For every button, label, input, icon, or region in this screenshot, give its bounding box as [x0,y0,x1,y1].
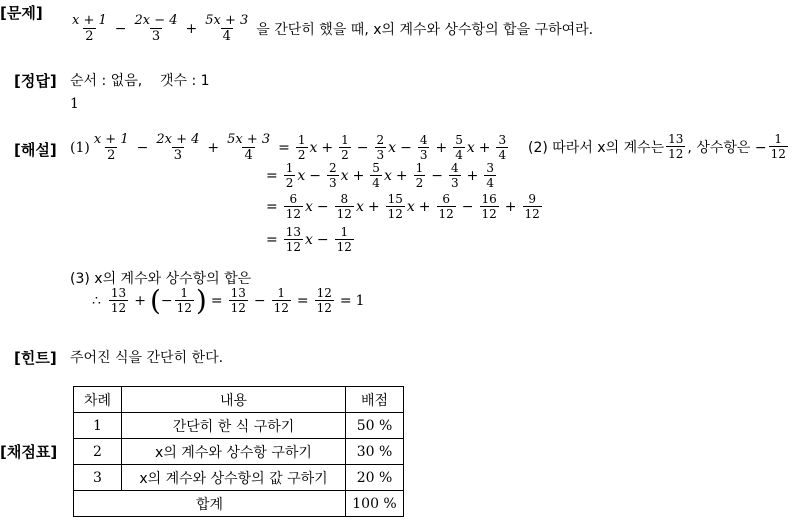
grading-label: [채점표] [0,443,58,461]
problem-text: 을 간단히 했을 때, x의 계수와 상수항의 합을 구하여라. [256,21,594,38]
header-order: 차례 [74,387,122,413]
problem-fraction-3: $\frac{5x + 3}{4}$ [205,13,249,44]
table-row [74,413,404,439]
header-content: 내용 [122,387,346,413]
table-row [74,465,404,491]
total-value: 100 % [346,491,404,517]
row-content: x의 계수와 상수항의 값 구하기 [122,465,346,491]
row-content: 간단히 한 식 구하기 [122,413,346,439]
row-content: x의 계수와 상수항 구하기 [122,439,346,465]
solution-step-1-line-2: = $\frac{1}{2}$ x − $\frac{2}{3}$ x + $\frac{5}{4}$ x + $\frac{1}{2}$ − $\frac{4}{3}$ + $\frac{3}{4}$ [266,161,494,190]
problem-fraction-2: $\frac{2x - 4}{3}$ [134,13,178,44]
total-label: 합계 [74,491,346,517]
row-order: 3 [74,465,122,491]
row-points: 20 % [346,465,404,491]
solution-step-1-line-4: = $\frac{13}{12}$ x − $\frac{1}{12}$ [266,225,352,254]
problem-statement: $\frac{x + 1}{2}$ − $\frac{2x - 4}{3}$ + $\frac{5x + 3}{4}$ 을 간단히 했을 때, x의 계수와 상수항의 합을 구하여라. [72,13,594,44]
problem-label: [문제] [0,4,43,22]
solution-step-3-equation: ∴ $\frac{13}{12}$ + ( − $\frac{1}{12}$ ) = $\frac{13}{12}$ − $\frac{1}{12}$ = $\frac{12}{12}$ = 1 [92,284,365,317]
answer-line-1: 순서 : 없음, 갯수 : 1 [70,73,210,89]
grading-total-row [74,491,404,517]
row-order: 1 [74,413,122,439]
answer-line-2: 1 [70,96,79,112]
solution-step-1-line-3: = $\frac{6}{12}$ x − $\frac{8}{12}$ x + $\frac{15}{12}$ x + $\frac{6}{12}$ − $\frac{16}{12}$ + $\frac{9}{12}$ [266,192,540,221]
header-points: 배점 [346,387,404,413]
solution-step-3: (3) x의 계수와 상수항의 합은 [70,271,252,287]
solution-label: [해설] [14,141,57,159]
grading-table [73,386,404,517]
row-order: 2 [74,439,122,465]
answer-label: [정답] [14,72,57,90]
row-points: 30 % [346,439,404,465]
hint-text: 주어진 식을 간단히 한다. [70,350,224,366]
grading-header-row [74,387,404,413]
hint-label: [힌트] [14,349,57,367]
solution-step-1-line-1: (1) $\frac{x + 1}{2}$ − $\frac{2x + 4}{3}$ + $\frac{5x + 3}{4}$ = $\frac{1}{2}$ x + $\frac{1}{2}$ − $\frac{2}{3}$ x − $\frac{4}{3}$ + $\frac{5}{4}$ x + $\frac{3}{4}$ [70,132,507,163]
solution-step-2: (2) 따라서 x의 계수는 $\frac{13}{12}$ , 상수항은 − $\frac{1}{12}$ [528,133,786,161]
table-row [74,439,404,465]
solution-step-2-clip [528,133,800,183]
row-points: 50 % [346,413,404,439]
problem-fraction-1: $\frac{x + 1}{2}$ [72,13,107,44]
